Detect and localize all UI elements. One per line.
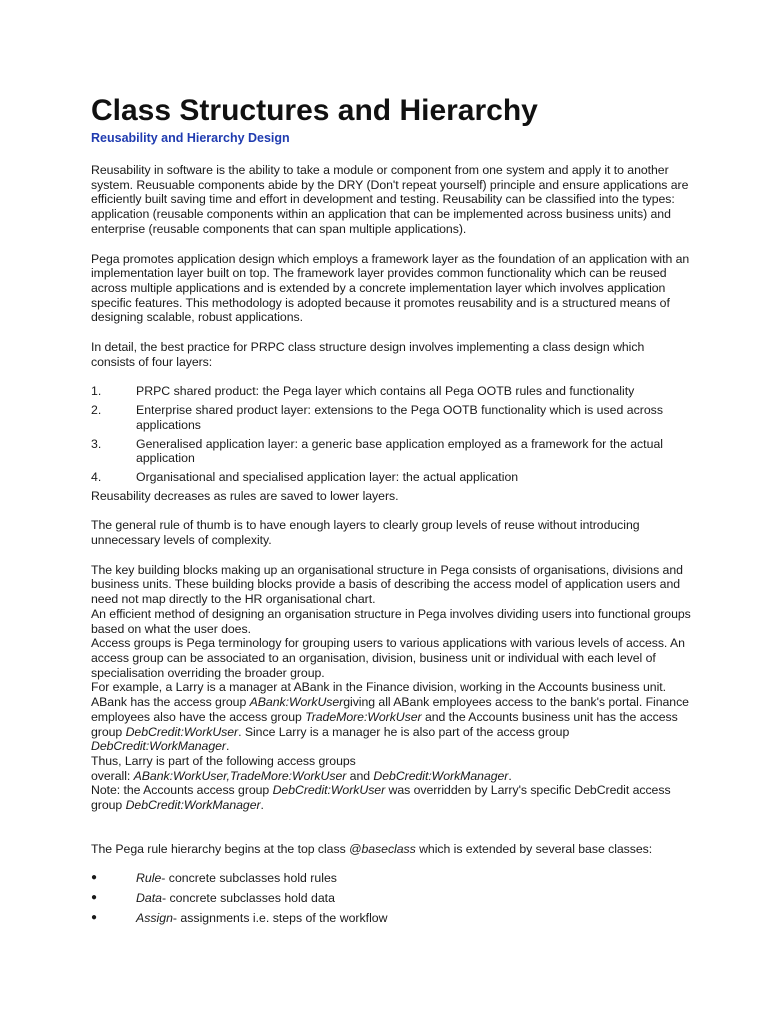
access-group-name: DebCredit:WorkManager <box>125 798 261 813</box>
paragraph-note <box>91 783 691 812</box>
text-run: and <box>346 768 374 783</box>
list-item-text: - concrete subclasses hold data <box>161 891 335 906</box>
paragraph-rule-hierarchy <box>91 842 691 857</box>
bullet-icon: ● <box>91 911 98 923</box>
bullet-icon: ● <box>91 872 98 884</box>
class-name: Assign <box>136 910 173 925</box>
access-group-name: DebCredit:WorkUser <box>272 783 386 798</box>
list-item <box>91 384 691 399</box>
text-run: and the Accounts business unit has the access group <box>91 709 678 739</box>
page-title: Class Structures and Hierarchy <box>91 94 538 127</box>
text-run: . <box>260 798 264 813</box>
paragraph-building-blocks: The key building blocks making up an organisational structure in Pega consists of organisations, divisions and business units. These building blocks provide a basis of describing the access model of application users and need not map directly to the HR organisational chart. <box>91 562 683 607</box>
layers-list <box>91 384 691 484</box>
section-subtitle: Reusability and Hierarchy Design <box>91 131 290 145</box>
paragraph-reusability: Reusability in software is the ability to take a module or component from one system and apply it to another system. Reusuable components abide by the DRY (Don't repeat yourself) principle and ensure applications are efficiently built saving time and effort in development and testing. Reusability can be classified into the types: application (reusable components within an application that can be implemented across business units) and enterprise (reusable components that can span multiple applications). <box>91 163 689 236</box>
class-name: Data <box>136 891 162 906</box>
list-item <box>91 403 691 432</box>
list-item-text: Organisational and specialised application layer: the actual application <box>136 469 519 484</box>
access-group-name: DebCredit:WorkManager <box>373 768 509 783</box>
list-item <box>91 911 691 926</box>
text-run: . <box>508 768 512 783</box>
base-classes-list <box>91 871 691 925</box>
list-item <box>91 871 691 886</box>
list-number: 1. <box>91 384 102 399</box>
list-item <box>91 891 691 906</box>
paragraph-org-structure: An efficient method of designing an organisation structure in Pega involves dividing users into functional groups based on what the user does. <box>91 606 691 636</box>
paragraph-larry-groups <box>91 754 691 783</box>
list-number: 4. <box>91 469 102 484</box>
paragraph-framework: Pega promotes application design which employs a framework layer as the foundation of an application with an implementation layer built on top. The framework layer provides common functionality which can be reused across multiple applications and is extended by a concrete implementation layer which involves application specific features. This methodology is adopted because it promotes reusability and is a structured means of designing scalable, robust applications. <box>91 251 690 325</box>
list-item <box>91 470 691 485</box>
list-item-text: PRPC shared product: the Pega layer which contains all Pega OOTB rules and functionality <box>136 384 635 399</box>
text-run: For example, a Larry is a manager at ABank in the Finance division, working in the Accounts business unit. ABank has the access group <box>91 680 667 710</box>
access-group-name: ABank:WorkUser,TradeMore:WorkUser <box>133 768 347 783</box>
list-item <box>91 437 691 466</box>
list-item-text: Generalised application layer: a generic base application employed as a framework for the actual application <box>136 436 664 466</box>
class-name: Rule <box>136 871 162 886</box>
text-run: . Since Larry is a manager he is also part of the access group <box>238 724 570 739</box>
paragraph-access-groups: Access groups is Pega terminology for grouping users to various applications with various levels of access. An access group can be associated to an organisation, division, business unit or individual with each level of specialisation overriding the broader group. <box>91 636 685 680</box>
text-run: overall: <box>91 768 134 783</box>
paragraph-rule-of-thumb: The general rule of thumb is to have enough layers to clearly group levels of reuse without introducing unnecessary levels of complexity. <box>91 518 640 548</box>
bullet-icon: ● <box>91 892 98 904</box>
access-group-name: TradeMore:WorkUser <box>305 709 422 724</box>
text-run: Note: the Accounts access group <box>91 783 273 798</box>
text-run: giving all ABank employees access to the bank's portal. Finance employees also have the access group <box>91 695 689 724</box>
paragraph-example <box>91 680 691 754</box>
text-run: was overridden by Larry's specific DebCredit access group <box>91 783 671 813</box>
text-run: which is extended by several base classes: <box>415 841 653 856</box>
class-name: @baseclass <box>349 841 416 856</box>
paragraph-reusability-decrease: Reusability decreases as rules are saved to lower layers. <box>91 488 399 503</box>
text-run: Thus, Larry is part of the following access groups <box>91 753 356 768</box>
list-item-text: Enterprise shared product layer: extensions to the Pega OOTB functionality which is used across applications <box>136 403 663 432</box>
document-page <box>91 94 691 931</box>
list-item-text: - concrete subclasses hold rules <box>161 871 337 886</box>
text-run: . <box>225 739 230 754</box>
paragraph-layers-intro: In detail, the best practice for PRPC class structure design involves implementing a class design which consists of four layers: <box>91 340 645 369</box>
list-number: 2. <box>91 403 102 418</box>
access-group-name: DebCredit:WorkUser <box>125 724 239 739</box>
access-group-name: DebCredit:WorkManager <box>91 739 226 754</box>
list-number: 3. <box>91 436 102 451</box>
text-run: The Pega rule hierarchy begins at the top class <box>91 841 350 856</box>
list-item-text: - assignments i.e. steps of the workflow <box>172 910 388 925</box>
access-group-name: ABank:WorkUser <box>249 695 344 710</box>
